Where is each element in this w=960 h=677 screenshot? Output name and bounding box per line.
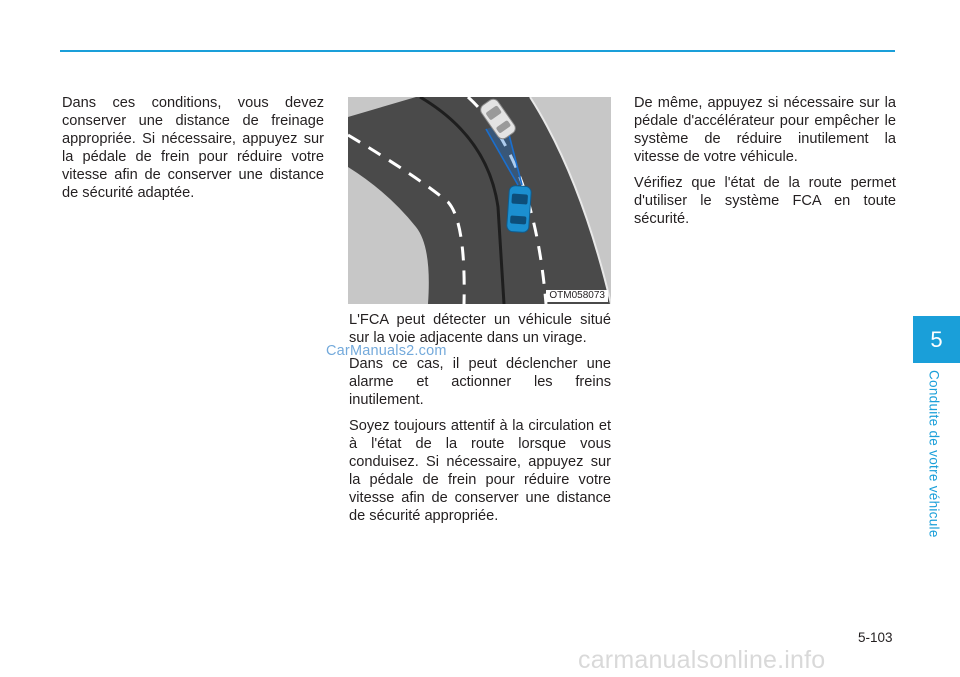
- paragraph: L'FCA peut détecter un véhicule situé sur la voie adjacente dans un virage.: [349, 312, 611, 346]
- footer-brand: carmanualsonline.info: [578, 646, 826, 674]
- paragraph: Soyez toujours attentif à la circulation et à l'état de la route lorsque vous conduisez. Si nécessaire, appuyez sur la pédale de frein pour réduire votre vitesse afin de conserver une distance de sécurité appropriée.: [349, 418, 611, 524]
- paragraph: Dans ce cas, il peut déclencher une alarme et actionner les freins inutilement.: [349, 356, 611, 408]
- header-rule: [60, 50, 895, 52]
- paragraph: Dans ces conditions, vous devez conserver une distance de freinage appropriée. Si nécessaire, appuyez sur la pédale de frein pour réduire votre vitesse afin de conserver une distance de sécurité adaptée.: [62, 95, 324, 201]
- ego-vehicle: [506, 185, 531, 232]
- curve-road-figure: [348, 97, 611, 304]
- text-column-right: [634, 94, 896, 236]
- chapter-number-tab: 5: [913, 316, 960, 363]
- watermark: CarManuals2.com: [326, 343, 447, 359]
- figure-code: OTM058073: [546, 290, 608, 302]
- text-column-left: [62, 94, 324, 210]
- road-illustration: [348, 97, 611, 304]
- paragraph: Vérifiez que l'état de la route permet d'utiliser le système FCA en toute sécurité.: [634, 175, 896, 227]
- chapter-title: Conduite de votre véhicule: [926, 370, 942, 538]
- paragraph: De même, appuyez si nécessaire sur la pédale d'accélérateur pour empêcher le système de réduire inutilement la vitesse de votre véhicule.: [634, 95, 896, 165]
- page-number: 5-103: [858, 630, 893, 645]
